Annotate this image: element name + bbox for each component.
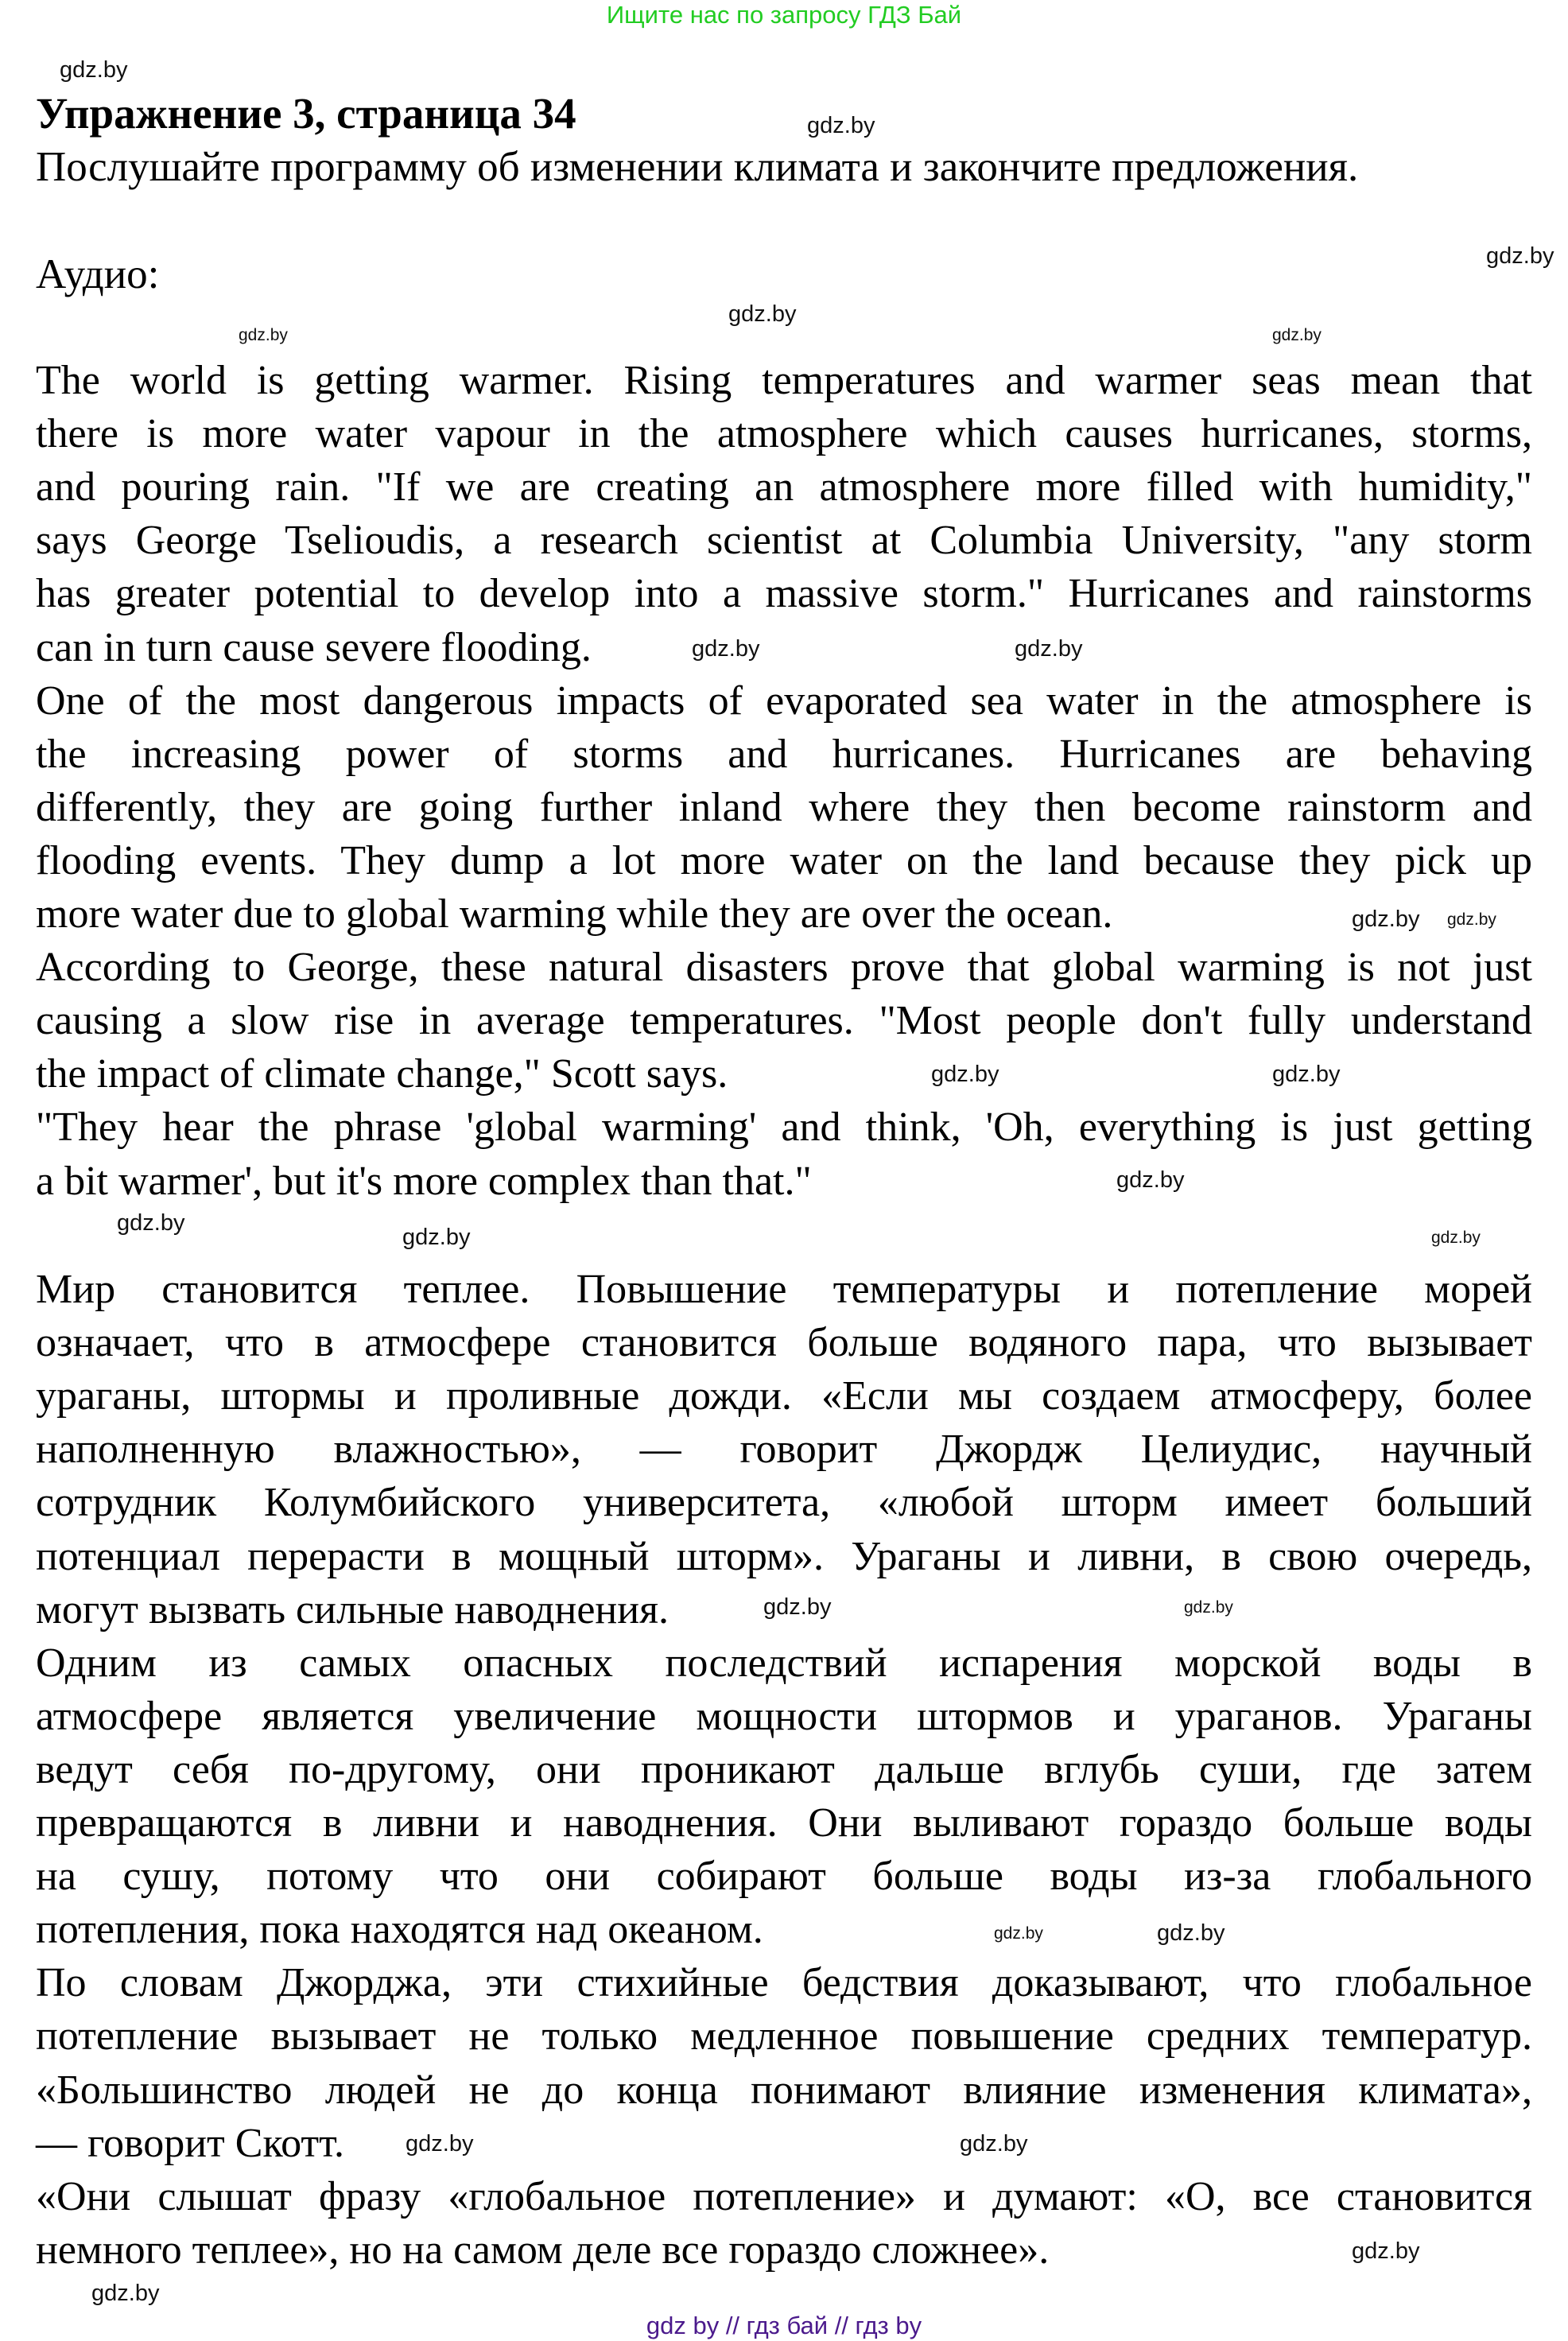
watermark: gdz.by bbox=[728, 301, 797, 327]
text-line: «Они слышат фразу «глобальное потепление» и думают: «О, все становится bbox=[36, 2173, 1532, 2219]
text-line: and pouring rain. "If we are creating an atmosphere more filled with humidity," bbox=[36, 464, 1532, 511]
text-line: the impact of climate change," Scott says. bbox=[36, 1051, 728, 1097]
text-line: потепления, пока находятся над океаном. bbox=[36, 1907, 763, 1953]
footer-links[interactable]: gdz by // гдз бай // гдз by bbox=[646, 2312, 922, 2339]
text-line: causing a slow rise in average temperatures. "Most people don't fully understand bbox=[36, 998, 1532, 1044]
text-line: наполненную влажностью», — говорит Джордж Целиудис, научный bbox=[36, 1427, 1532, 1473]
watermark: gdz.by bbox=[1352, 907, 1420, 932]
text-line: «Большинство людей не до конца понимают влияние изменения климата», bbox=[36, 2067, 1532, 2113]
watermark: gdz.by bbox=[692, 636, 760, 662]
text-line: потепление вызывает не только медленное повышение средних температур. bbox=[36, 2013, 1532, 2060]
watermark: gdz.by bbox=[763, 1594, 832, 1620]
watermark: gdz.by bbox=[1352, 2238, 1420, 2264]
watermark: gdz.by bbox=[406, 2131, 474, 2157]
watermark: gdz.by bbox=[402, 1225, 471, 1250]
watermark: gdz.by bbox=[1272, 326, 1322, 344]
text-line: атмосфере является увеличение мощности штормов и ураганов. Ураганы bbox=[36, 1693, 1532, 1739]
text-line: One of the most dangerous impacts of evaporated sea water in the atmosphere is bbox=[36, 677, 1532, 724]
text-line: The world is getting warmer. Rising temperatures and warmer seas mean that bbox=[36, 358, 1532, 403]
text-line: могут вызвать сильные наводнения. bbox=[36, 1586, 669, 1632]
watermark: gdz.by bbox=[1157, 1920, 1225, 1946]
text-line: "They hear the phrase 'global warming' and think, 'Oh, everything is just getting bbox=[36, 1105, 1532, 1151]
text-line: немного теплее», но на самом деле все гораздо сложнее». bbox=[36, 2226, 1050, 2273]
watermark: gdz.by bbox=[1486, 243, 1554, 269]
text-line: differently, they are going further inland where they then become rainstorm and bbox=[36, 784, 1532, 830]
text-line: превращаются в ливни и наводнения. Они выливают гораздо больше воды bbox=[36, 1800, 1532, 1846]
text-line: означает, что в атмосфере становится больше водяного пара, что вызывает bbox=[36, 1320, 1532, 1366]
text-line: flooding events. They dump a lot more water on the land because they pick up bbox=[36, 837, 1532, 883]
watermark: gdz.by bbox=[1272, 1062, 1341, 1087]
watermark: gdz.by bbox=[1184, 1598, 1233, 1617]
watermark: gdz.by bbox=[1431, 1229, 1481, 1247]
text-line: has greater potential to develop into a massive storm." Hurricanes and rainstorms bbox=[36, 571, 1532, 617]
task-instruction: Послушайте программу об изменении климата и закончите предложения. bbox=[36, 144, 1359, 190]
watermark: gdz.by bbox=[239, 326, 288, 344]
exercise-heading: Упражнение 3, страница 34 bbox=[36, 89, 576, 138]
watermark: gdz.by bbox=[931, 1062, 999, 1087]
watermark: gdz.by bbox=[1447, 910, 1496, 929]
search-banner[interactable]: Ищите нас по запросу ГДЗ Бай bbox=[606, 1, 962, 29]
audio-label: Аудио: bbox=[36, 251, 160, 297]
text-line: на сушу, потому что они собирают больше воды из-за глобального bbox=[36, 1854, 1532, 1900]
watermark: gdz.by bbox=[117, 1210, 185, 1236]
text-line: can in turn cause severe flooding. bbox=[36, 624, 592, 670]
text-line: Одним из самых опасных последствий испарения морской воды в bbox=[36, 1640, 1532, 1686]
text-line: сотрудник Колумбийского университета, «любой шторм имеет больший bbox=[36, 1480, 1532, 1526]
watermark: gdz.by bbox=[807, 113, 875, 138]
text-line: the increasing power of storms and hurricanes. Hurricanes are behaving bbox=[36, 731, 1532, 777]
text-line: ведут себя по-другому, они проникают дальше вглубь суши, где затем bbox=[36, 1746, 1532, 1792]
text-line: — говорит Скотт. bbox=[36, 2120, 344, 2166]
text-line: потенциал перерасти в мощный шторм». Ураганы и ливни, в свою очередь, bbox=[36, 1533, 1532, 1579]
watermark: gdz.by bbox=[1015, 636, 1083, 662]
text-line: По словам Джорджа, эти стихийные бедствия доказывают, что глобальное bbox=[36, 1960, 1532, 2006]
text-line: Мир становится теплее. Повышение температуры и потепление морей bbox=[36, 1267, 1532, 1312]
watermark: gdz.by bbox=[994, 1924, 1043, 1943]
watermark: gdz.by bbox=[960, 2131, 1028, 2157]
watermark: gdz.by bbox=[60, 57, 128, 83]
text-line: According to George, these natural disasters prove that global warming is not just bbox=[36, 945, 1532, 991]
watermark: gdz.by bbox=[1116, 1167, 1185, 1193]
text-line: a bit warmer', but it's more complex than that." bbox=[36, 1158, 812, 1204]
watermark: gdz.by bbox=[91, 2281, 160, 2306]
text-line: there is more water vapour in the atmosphere which causes hurricanes, storms, bbox=[36, 411, 1532, 457]
text-line: ураганы, штормы и проливные дожди. «Если мы создаем атмосферу, более bbox=[36, 1373, 1532, 1419]
text-line: more water due to global warming while they are over the ocean. bbox=[36, 891, 1113, 937]
text-line: says George Tselioudis, a research scientist at Columbia University, "any storm bbox=[36, 518, 1532, 564]
